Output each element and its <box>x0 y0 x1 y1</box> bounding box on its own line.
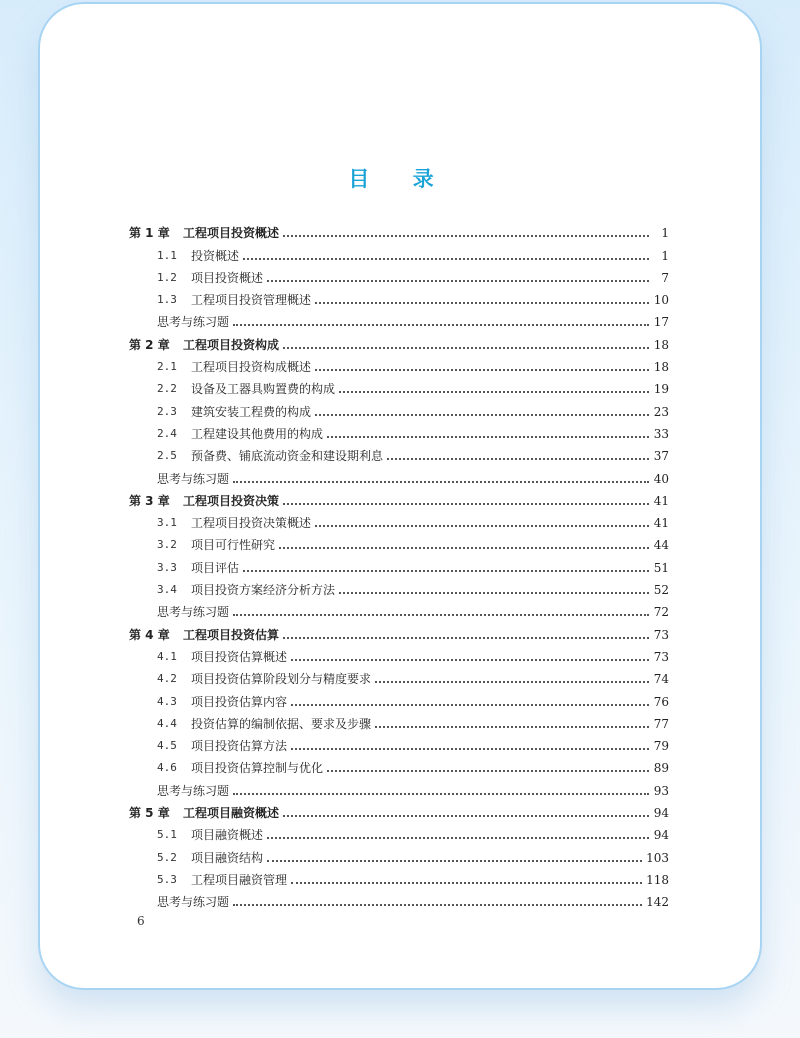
dot-leader <box>283 347 649 349</box>
toc-entry-section[interactable] <box>129 240 669 262</box>
toc-entry-number: 4.4 <box>157 716 177 730</box>
toc-entry-title: 工程项目投资决策 <box>183 493 280 508</box>
toc-entry-page: 18 <box>653 360 669 375</box>
toc-entry-chapter[interactable] <box>129 329 669 351</box>
toc-entry-section[interactable] <box>129 508 669 530</box>
toc-entry-title: 项目融资结构 <box>191 850 264 865</box>
toc-entry-page: 40 <box>653 471 669 486</box>
toc-entry-page: 77 <box>653 716 669 731</box>
toc-entry-exercise[interactable] <box>129 887 669 909</box>
toc-entry-section[interactable] <box>129 419 669 441</box>
toc-entry-page: 73 <box>653 649 669 664</box>
dot-leader <box>315 525 649 527</box>
toc-entry-number: 第 2 章 <box>129 337 170 352</box>
dot-leader <box>291 659 649 661</box>
toc-entry-section[interactable] <box>129 396 669 418</box>
toc-entry-title: 思考与练习题 <box>157 895 230 910</box>
dot-leader <box>267 837 649 839</box>
toc-entry-chapter[interactable] <box>129 619 669 641</box>
toc-entry-number: 第 1 章 <box>129 226 170 241</box>
dot-leader <box>291 704 649 706</box>
toc-entry-page: 93 <box>653 783 669 798</box>
toc-entry-page: 74 <box>653 672 669 687</box>
toc-entry-number: 4.6 <box>157 761 177 775</box>
toc-entry-page: 142 <box>646 895 669 910</box>
dot-leader <box>375 681 649 683</box>
dot-leader <box>327 436 649 438</box>
toc-entry-title: 项目投资估算控制与优化 <box>191 761 324 776</box>
toc-entry-page: 33 <box>653 426 669 441</box>
dot-leader <box>315 369 649 371</box>
toc-entry-number: 4.2 <box>157 672 177 686</box>
toc-entry-title: 工程项目投资决策概述 <box>191 516 312 531</box>
toc-entry-number: 第 4 章 <box>129 627 170 642</box>
toc-entry-page: 23 <box>653 404 669 419</box>
toc-entry-title: 工程项目投资估算 <box>183 627 280 642</box>
toc-entry-page: 18 <box>653 337 669 352</box>
toc-entry-number: 1.2 <box>157 270 177 284</box>
toc-entry-section[interactable] <box>129 686 669 708</box>
toc-entry-page: 44 <box>653 538 669 553</box>
toc-entry-chapter[interactable] <box>129 486 669 508</box>
toc-entry-number: 3.1 <box>157 516 177 530</box>
dot-leader <box>233 481 649 483</box>
dot-leader <box>233 324 649 326</box>
toc-entry-number: 1.1 <box>157 248 177 262</box>
toc-entry-number: 4.5 <box>157 739 177 753</box>
toc-entry-section[interactable] <box>129 374 669 396</box>
toc-entry-page: 73 <box>653 627 669 642</box>
dot-leader <box>233 793 649 795</box>
toc-entry-section[interactable] <box>129 441 669 463</box>
toc-entry-page: 79 <box>653 739 669 754</box>
toc-entry-page: 7 <box>661 270 669 285</box>
toc-entry-page: 94 <box>653 806 669 821</box>
dot-leader <box>315 414 649 416</box>
toc-entry-title: 工程项目投资管理概述 <box>191 293 312 308</box>
dot-leader <box>267 280 649 282</box>
toc-entry-number: 5.2 <box>157 850 177 864</box>
toc-entry-section[interactable] <box>129 285 669 307</box>
toc-entry-section[interactable] <box>129 865 669 887</box>
toc-entry-title: 项目投资方案经济分析方法 <box>191 583 336 598</box>
toc-entry-title: 项目评估 <box>191 560 240 575</box>
toc-entry-page: 118 <box>646 872 669 887</box>
toc-entry-number: 1.3 <box>157 293 177 307</box>
toc-entry-title: 预备费、铺底流动资金和建设期利息 <box>191 449 384 464</box>
toc-entry-number: 2.4 <box>157 426 177 440</box>
toc-entry-title: 项目投资估算内容 <box>191 694 288 709</box>
toc-entry-number: 第 5 章 <box>129 806 170 821</box>
toc-entry-number: 3.2 <box>157 538 177 552</box>
toc-entry-section[interactable] <box>129 642 669 664</box>
dot-leader <box>279 547 649 549</box>
toc-entry-section[interactable] <box>129 709 669 731</box>
toc-entry-exercise[interactable] <box>129 775 669 797</box>
toc-entry-page: 89 <box>653 761 669 776</box>
toc-entry-number: 3.3 <box>157 560 177 574</box>
toc-entry-page: 72 <box>653 605 669 620</box>
dot-leader <box>233 904 642 906</box>
dot-leader <box>233 614 649 616</box>
toc-entry-title: 项目投资估算阶段划分与精度要求 <box>191 672 372 687</box>
toc-entry-title: 工程项目融资概述 <box>183 806 280 821</box>
toc-entry-section[interactable] <box>129 575 669 597</box>
toc-entry-title: 项目可行性研究 <box>191 538 276 553</box>
toc-entry-section[interactable] <box>129 820 669 842</box>
toc-entry-page: 37 <box>653 449 669 464</box>
dot-leader <box>283 637 649 639</box>
dot-leader <box>339 592 649 594</box>
toc-entry-title: 项目融资概述 <box>191 828 264 843</box>
dot-leader <box>339 391 649 393</box>
dot-leader <box>387 458 649 460</box>
toc-entry-exercise[interactable] <box>129 307 669 329</box>
toc-entry-section[interactable] <box>129 731 669 753</box>
toc-entry-page: 1 <box>661 248 669 263</box>
toc-entry-number: 4.3 <box>157 694 177 708</box>
toc-entry-number: 5.1 <box>157 828 177 842</box>
toc-entry-title: 工程项目融资管理 <box>191 872 288 887</box>
dot-leader <box>243 570 649 572</box>
toc-entry-exercise[interactable] <box>129 463 669 485</box>
toc-entry-page: 103 <box>646 850 669 865</box>
toc-entry-section[interactable] <box>129 842 669 864</box>
toc-entry-number: 2.3 <box>157 404 177 418</box>
toc-entry-title: 思考与练习题 <box>157 315 230 330</box>
toc-entry-chapter[interactable] <box>129 218 669 240</box>
toc-title: 目 录 <box>348 166 452 191</box>
toc-entry-number: 5.3 <box>157 872 177 886</box>
toc-entry-number: 2.1 <box>157 360 177 374</box>
toc-entry-title: 投资估算的编制依据、要求及步骤 <box>191 716 372 731</box>
toc-entry-title: 项目投资概述 <box>191 270 264 285</box>
toc-entry-number: 第 3 章 <box>129 493 170 508</box>
toc-entry-page: 52 <box>653 583 669 598</box>
table-of-contents <box>129 218 669 909</box>
page-number: 6 <box>137 914 145 928</box>
toc-entry-number: 4.1 <box>157 649 177 663</box>
toc-entry-page: 17 <box>653 315 669 330</box>
toc-entry-title: 工程项目投资构成 <box>183 337 280 352</box>
toc-entry-section[interactable] <box>129 352 669 374</box>
toc-entry-page: 19 <box>653 382 669 397</box>
toc-entry-title: 工程建设其他费用的构成 <box>191 426 324 441</box>
dot-leader <box>267 860 642 862</box>
toc-entry-section[interactable] <box>129 664 669 686</box>
toc-entry-page: 76 <box>653 694 669 709</box>
toc-entry-title: 思考与练习题 <box>157 605 230 620</box>
toc-entry-title: 思考与练习题 <box>157 783 230 798</box>
toc-entry-title: 设备及工器具购置费的构成 <box>191 382 336 397</box>
dot-leader <box>283 503 649 505</box>
dot-leader <box>375 726 649 728</box>
toc-entry-page: 10 <box>653 293 669 308</box>
toc-entry-title: 项目投资估算方法 <box>191 739 288 754</box>
toc-entry-title: 思考与练习题 <box>157 471 230 486</box>
toc-entry-page: 94 <box>653 828 669 843</box>
toc-entry-title: 工程项目投资概述 <box>183 226 280 241</box>
toc-entry-page: 51 <box>653 560 669 575</box>
dot-leader <box>283 815 649 817</box>
toc-entry-number: 2.2 <box>157 382 177 396</box>
toc-entry-title: 建筑安装工程费的构成 <box>191 404 312 419</box>
toc-entry-page: 41 <box>653 516 669 531</box>
toc-entry-exercise[interactable] <box>129 597 669 619</box>
dot-leader <box>283 235 649 237</box>
toc-entry-title: 投资概述 <box>191 248 240 263</box>
dot-leader <box>291 882 642 884</box>
toc-entry-number: 3.4 <box>157 583 177 597</box>
toc-entry-section[interactable] <box>129 552 669 574</box>
toc-entry-page: 41 <box>653 493 669 508</box>
toc-entry-page: 1 <box>661 226 669 241</box>
dot-leader <box>291 748 649 750</box>
toc-entry-title: 项目投资估算概述 <box>191 649 288 664</box>
toc-entry-number: 2.5 <box>157 449 177 463</box>
toc-entry-section[interactable] <box>129 530 669 552</box>
toc-entry-section[interactable] <box>129 753 669 775</box>
toc-entry-chapter[interactable] <box>129 798 669 820</box>
dot-leader <box>243 258 649 260</box>
toc-entry-section[interactable] <box>129 263 669 285</box>
dot-leader <box>315 302 649 304</box>
toc-entry-title: 工程项目投资构成概述 <box>191 360 312 375</box>
dot-leader <box>327 770 649 772</box>
